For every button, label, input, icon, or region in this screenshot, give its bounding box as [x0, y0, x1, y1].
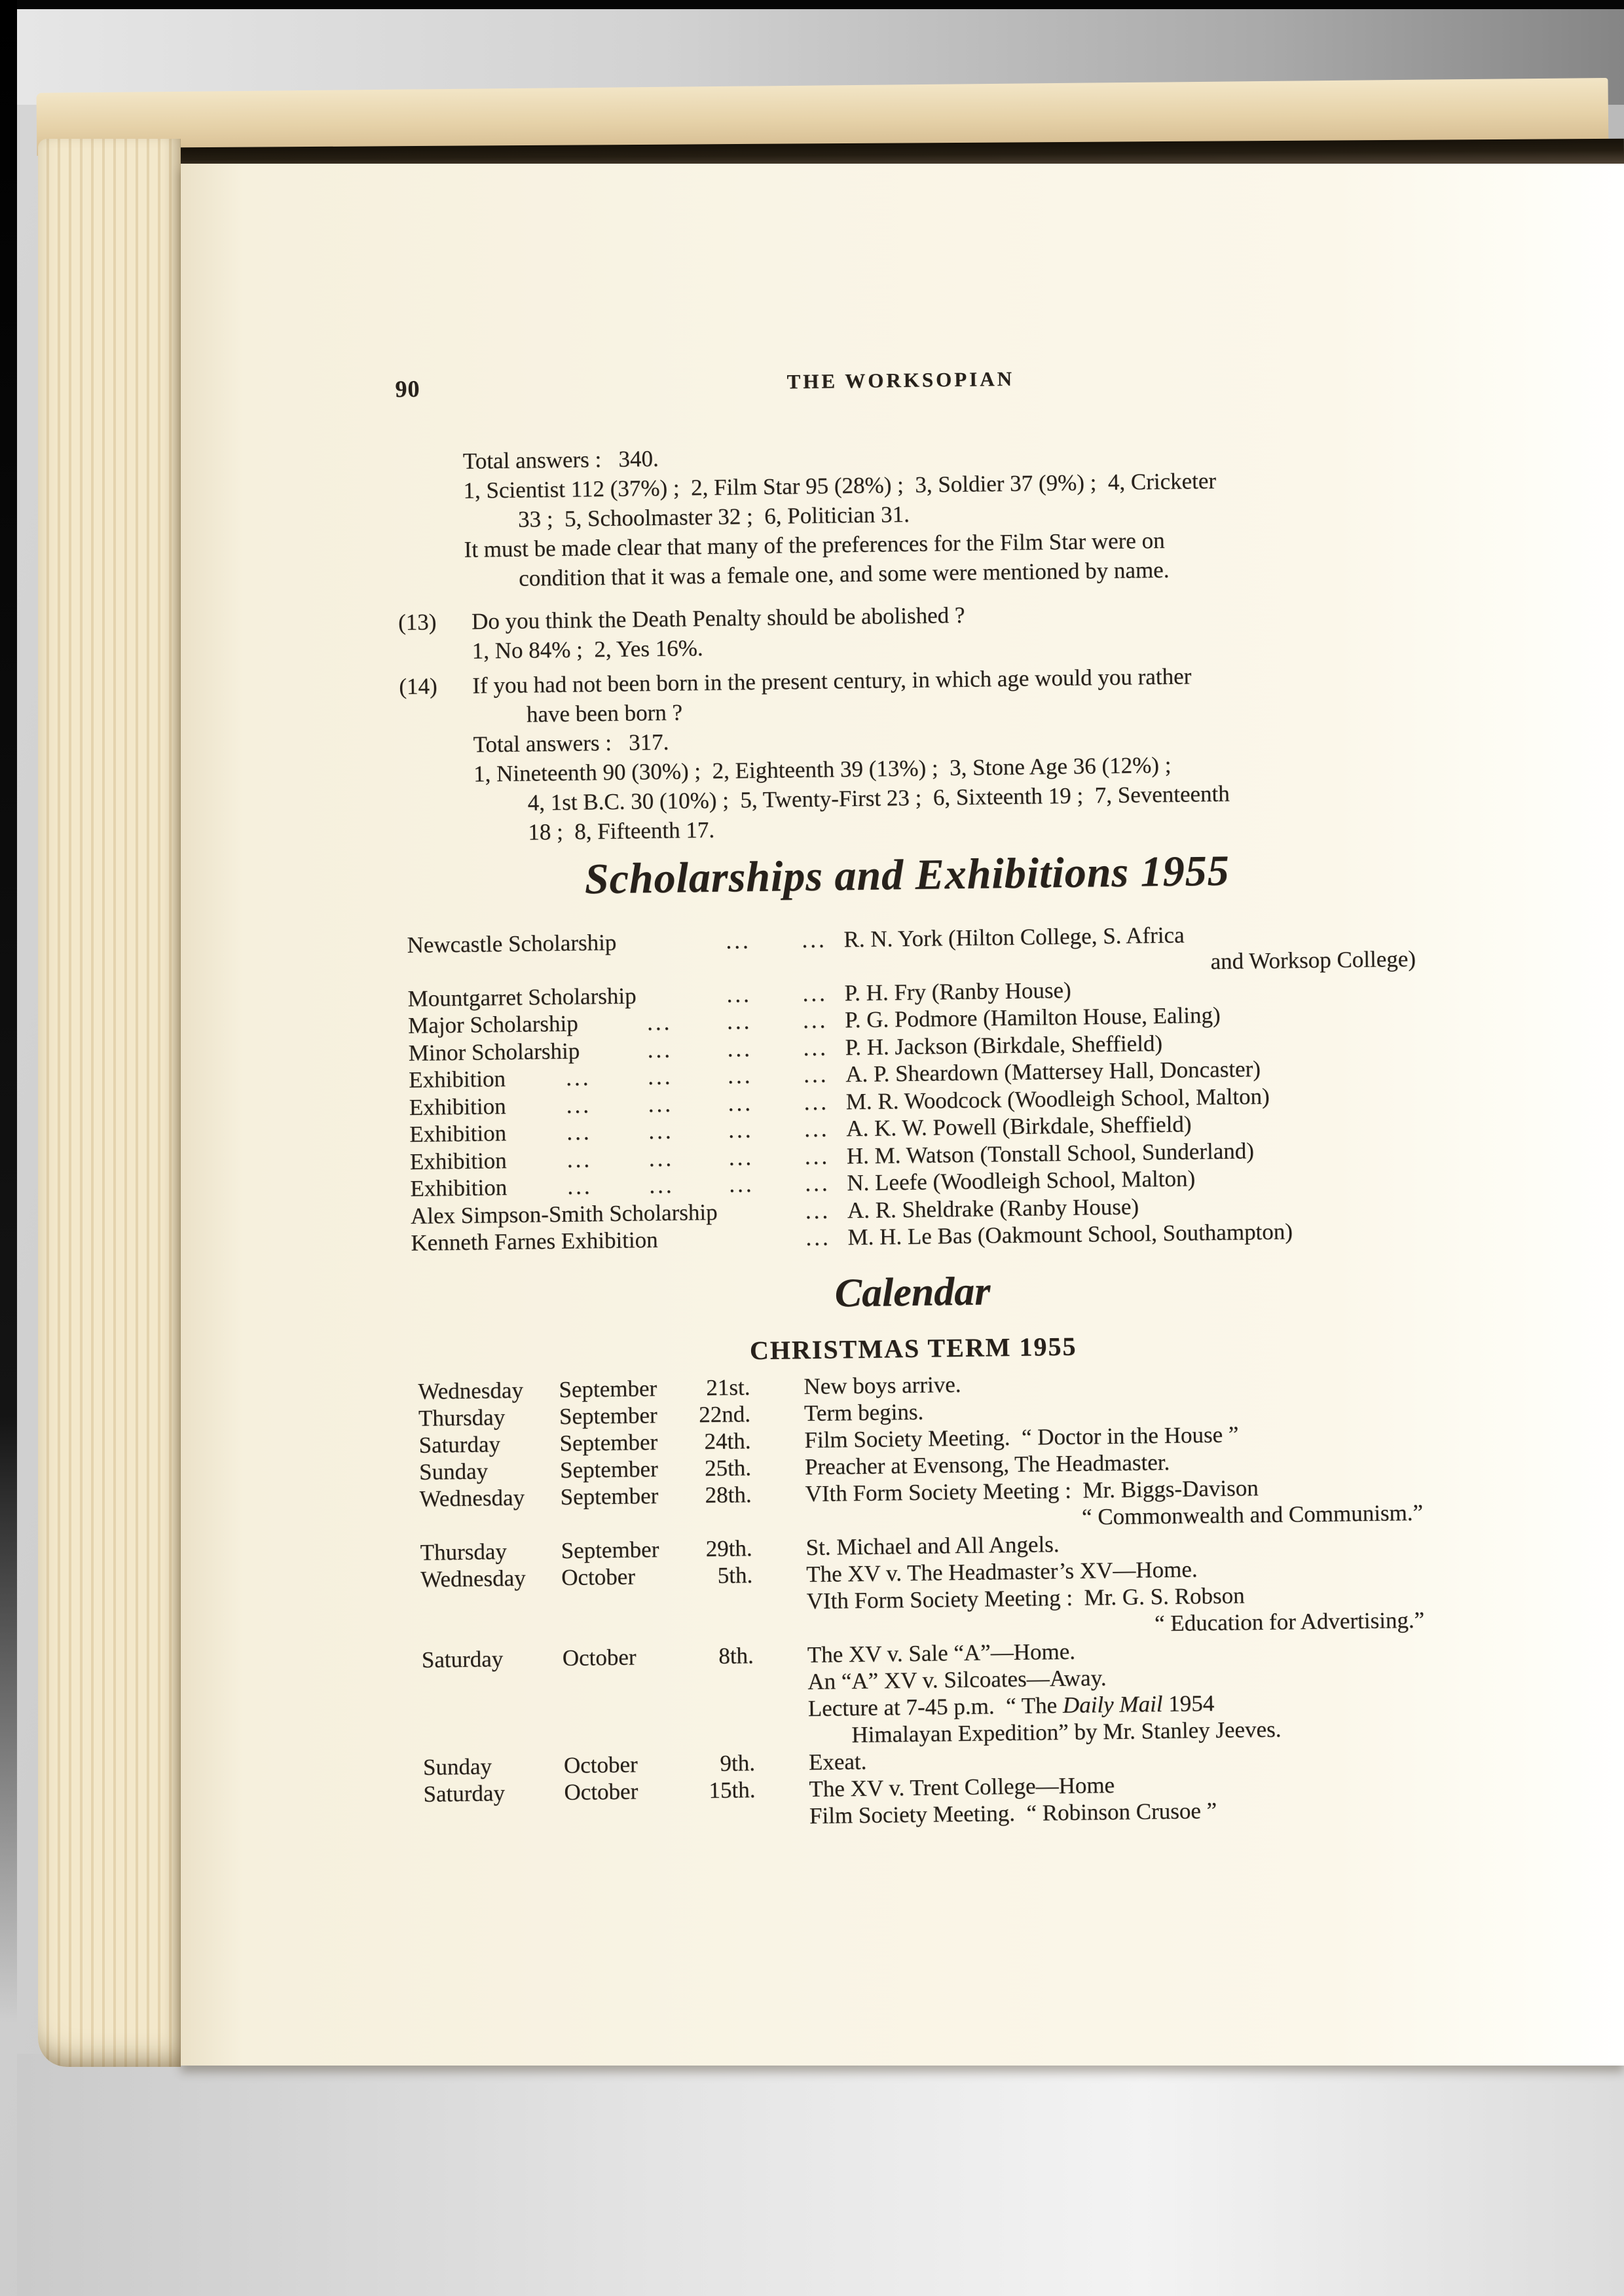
question-number: (13)	[397, 609, 437, 636]
recipient-name: H. M. Watson (Tonstall School, Sunderland)	[846, 1137, 1255, 1169]
award-name: Exhibition	[410, 1175, 507, 1202]
leader-dots: ...	[803, 1034, 829, 1061]
leader-dots: ...	[647, 1063, 673, 1090]
award-name: Kenneth Farnes Exhibition	[411, 1227, 658, 1256]
calendar-event-line: The XV v. Sale “A”—Home.	[807, 1638, 1076, 1668]
question-line: 1, Nineteenth 90 (30%) ; 2, Eighteenth 39 (13%) ; 3, Stone Age 36 (12%) ;	[473, 752, 1172, 787]
calendar-date: 24th.	[704, 1428, 751, 1455]
award-name: Minor Scholarship	[408, 1038, 580, 1066]
calendar-date: 28th.	[705, 1482, 752, 1508]
recipient-name: M. R. Woodcock (Woodleigh School, Malton)	[845, 1083, 1270, 1114]
recipient-name: A. R. Sheldrake (Ranby House)	[847, 1193, 1139, 1223]
calendar-day: Wednesday	[420, 1565, 526, 1592]
calendar-date: 15th.	[709, 1777, 756, 1804]
question-line: 18 ; 8, Fifteenth 17.	[528, 816, 715, 845]
calendar-day: Wednesday	[419, 1484, 525, 1512]
survey-line: Total answers : 340.	[462, 445, 659, 474]
recipient-name: P. H. Fry (Ranby House)	[844, 977, 1071, 1006]
calendar-term-heading: CHRISTMAS TERM 1955	[749, 1331, 1077, 1366]
leader-dots: ...	[726, 981, 752, 1008]
calendar-day: Sunday	[422, 1753, 492, 1780]
calendar-event-line: Film Society Meeting. “ Doctor in the House ”	[804, 1421, 1239, 1453]
calendar-entry	[374, 1633, 1462, 1755]
award-name: Exhibition	[409, 1120, 507, 1148]
calendar-event-line: “ Commonwealth and Communism.”	[1081, 1499, 1424, 1530]
calendar-day: Wednesday	[418, 1377, 524, 1404]
calendar-event-line: The XV v. The Headmaster’s XV—Home.	[805, 1556, 1198, 1588]
calendar-month: September	[559, 1429, 658, 1457]
scan-top-edge	[0, 0, 1624, 9]
calendar-month: October	[564, 1778, 638, 1806]
calendar-event-line: VIth Form Society Meeting : Mr. G. S. Robson	[806, 1582, 1245, 1614]
survey-question	[360, 594, 1448, 667]
question-line: Do you think the Death Penalty should be abolished ?	[471, 602, 965, 634]
leader-dots: ...	[728, 1089, 754, 1116]
calendar-date: 22nd.	[698, 1401, 751, 1428]
calendar-date: 9th.	[720, 1750, 756, 1776]
calendar-event-line: An “A” XV v. Silcoates—Away.	[807, 1665, 1107, 1695]
calendar-month: September	[560, 1483, 659, 1510]
recipient-name: N. Leefe (Woodleigh School, Malton)	[847, 1165, 1196, 1196]
calendar-day: Saturday	[418, 1431, 501, 1458]
question-line: Total answers : 317.	[473, 729, 669, 757]
survey-line: condition that it was a female one, and some were mentioned by name.	[518, 556, 1170, 591]
calendar-month: September	[561, 1537, 659, 1564]
calendar-month: October	[563, 1751, 638, 1779]
event-text: Lecture at 7-45 p.m. “ The	[807, 1692, 1063, 1722]
recipient-name: A. P. Sheardown (Mattersey Hall, Doncaster)	[845, 1055, 1261, 1087]
recipient-name: P. G. Podmore (Hamilton House, Ealing)	[844, 1002, 1221, 1033]
survey-question	[361, 658, 1450, 849]
survey-results-section	[358, 433, 1450, 849]
award-name: Exhibition	[408, 1066, 506, 1093]
calendar-day: Saturday	[423, 1780, 506, 1807]
calendar-month: September	[559, 1376, 657, 1403]
leader-dots: ...	[648, 1145, 674, 1171]
question-line: 1, No 84% ; 2, Yes 16%.	[471, 635, 703, 664]
calendar-date: 21st.	[706, 1374, 750, 1401]
book-page-stack-edge	[38, 139, 181, 2067]
leader-dots: ...	[646, 1009, 673, 1036]
calendar-event-line: Himalayan Expedition” by Mr. Stanley Jeeves.	[851, 1716, 1282, 1748]
leader-dots: ...	[803, 1061, 829, 1088]
calendar-event-line: Film Society Meeting. “ Robinson Crusoe ”	[809, 1797, 1217, 1829]
leader-dots: ...	[804, 1143, 830, 1169]
leader-dots: ...	[647, 1036, 673, 1063]
award-name: Mountgarret Scholarship	[407, 982, 637, 1011]
page-content	[354, 156, 1466, 2072]
calendar-day: Saturday	[421, 1646, 504, 1673]
calendar-date: 8th.	[718, 1643, 754, 1669]
leader-dots: ...	[728, 1117, 754, 1143]
calendar-event-line: Preacher at Evensong, The Headmaster.	[804, 1449, 1170, 1480]
award-name: Alex Simpson-Smith Scholarship	[410, 1199, 718, 1229]
scanner-background-bottom	[17, 2054, 1624, 2296]
leader-dots: ...	[729, 1171, 754, 1197]
award-name: Newcastle Scholarship	[407, 929, 617, 958]
leader-dots: ...	[726, 1008, 752, 1034]
calendar-entries	[370, 1364, 1463, 1835]
event-text: 1954	[1162, 1690, 1215, 1717]
recipient-name: M. H. Le Bas (Oakmount School, Southampton)	[847, 1218, 1293, 1250]
leader-dots: ...	[802, 980, 828, 1006]
calendar-date: 5th.	[717, 1562, 753, 1588]
calendar-event-line: The XV v. Trent College—Home	[809, 1772, 1115, 1802]
survey-line: 1, Scientist 112 (37%) ; 2, Film Star 95 (28%) ; 3, Soldier 37 (9%) ; 4, Cricketer	[463, 467, 1217, 503]
leader-dots: ...	[805, 1224, 831, 1251]
leader-dots: ...	[648, 1118, 674, 1144]
leader-dots: ...	[566, 1146, 593, 1173]
recipient-name: A. K. W. Powell (Birkdale, Sheffield)	[846, 1111, 1192, 1142]
running-head-title: THE WORKSOPIAN	[786, 367, 1015, 393]
calendar-date: 29th.	[705, 1535, 752, 1562]
leader-dots: ...	[803, 1089, 830, 1115]
question-line: have been born ?	[526, 699, 683, 727]
calendar-month: October	[561, 1563, 636, 1591]
calendar-day: Thursday	[418, 1404, 506, 1431]
scholarships-title: Scholarships and Exhibitions 1955	[584, 847, 1230, 903]
leader-dots: ...	[566, 1119, 592, 1145]
question-number: (14)	[399, 673, 437, 700]
leader-dots: ...	[802, 1007, 828, 1034]
recipient-name: P. H. Jackson (Birkdale, Sheffield)	[845, 1030, 1163, 1060]
award-name: Exhibition	[409, 1147, 507, 1175]
leader-dots: ...	[728, 1144, 754, 1171]
leader-dots: ...	[726, 928, 752, 954]
question-line: If you had not been born in the present century, in which age would you rather	[472, 663, 1192, 699]
leader-dots: ...	[565, 1065, 591, 1091]
leader-dots: ...	[567, 1173, 593, 1199]
calendar-month: October	[562, 1644, 637, 1671]
calendar-day: Thursday	[420, 1539, 507, 1565]
calendar-event-line: “ Education for Advertising.”	[1154, 1607, 1425, 1637]
running-header	[357, 361, 1444, 407]
page-number: 90	[395, 375, 420, 403]
question-line: 4, 1st B.C. 30 (10%) ; 5, Twenty-First 23 ; 6, Sixteenth 19 ; 7, Seventeenth	[527, 780, 1230, 816]
award-name: Major Scholarship	[407, 1010, 578, 1039]
leader-dots: ...	[648, 1091, 674, 1117]
recipient-name: R. N. York (Hilton College, S. Africa	[843, 922, 1185, 953]
calendar-entry	[373, 1552, 1460, 1647]
calendar-event-line: Term begins.	[803, 1398, 924, 1427]
leader-dots: ...	[566, 1091, 592, 1118]
leader-dots: ...	[804, 1116, 830, 1142]
scholarships-list	[364, 918, 1455, 1257]
calendar-month: September	[559, 1402, 657, 1430]
leader-dots: ...	[727, 1063, 753, 1089]
calendar-event-line: VIth Form Society Meeting : Mr. Biggs-Davison	[805, 1475, 1259, 1507]
scan-left-edge	[0, 0, 17, 2023]
calendar-event-line: St. Michael and All Angels.	[805, 1531, 1060, 1561]
leader-dots: ...	[649, 1172, 674, 1199]
survey-line: 33 ; 5, Schoolmaster 32 ; 6, Politician 31.	[517, 501, 910, 532]
calendar-event-line: Exeat.	[808, 1748, 867, 1776]
calendar-event-line: New boys arrive.	[803, 1372, 961, 1400]
event-text-italic: Daily Mail	[1062, 1691, 1163, 1719]
leader-dots: ...	[805, 1197, 831, 1224]
leader-dots: ...	[727, 1035, 753, 1062]
calendar-month: September	[559, 1456, 658, 1484]
survey-line: It must be made clear that many of the preferences for the Film Star were on	[464, 527, 1165, 562]
recipient-continuation: and Worksop College)	[1210, 945, 1416, 974]
calendar-title: Calendar	[834, 1269, 991, 1316]
calendar-date: 25th.	[704, 1455, 752, 1482]
calendar-day: Sunday	[418, 1458, 489, 1485]
award-name: Exhibition	[409, 1093, 506, 1120]
leader-dots: ...	[805, 1170, 830, 1197]
leader-dots: ...	[802, 926, 827, 953]
book-page	[181, 164, 1624, 2066]
